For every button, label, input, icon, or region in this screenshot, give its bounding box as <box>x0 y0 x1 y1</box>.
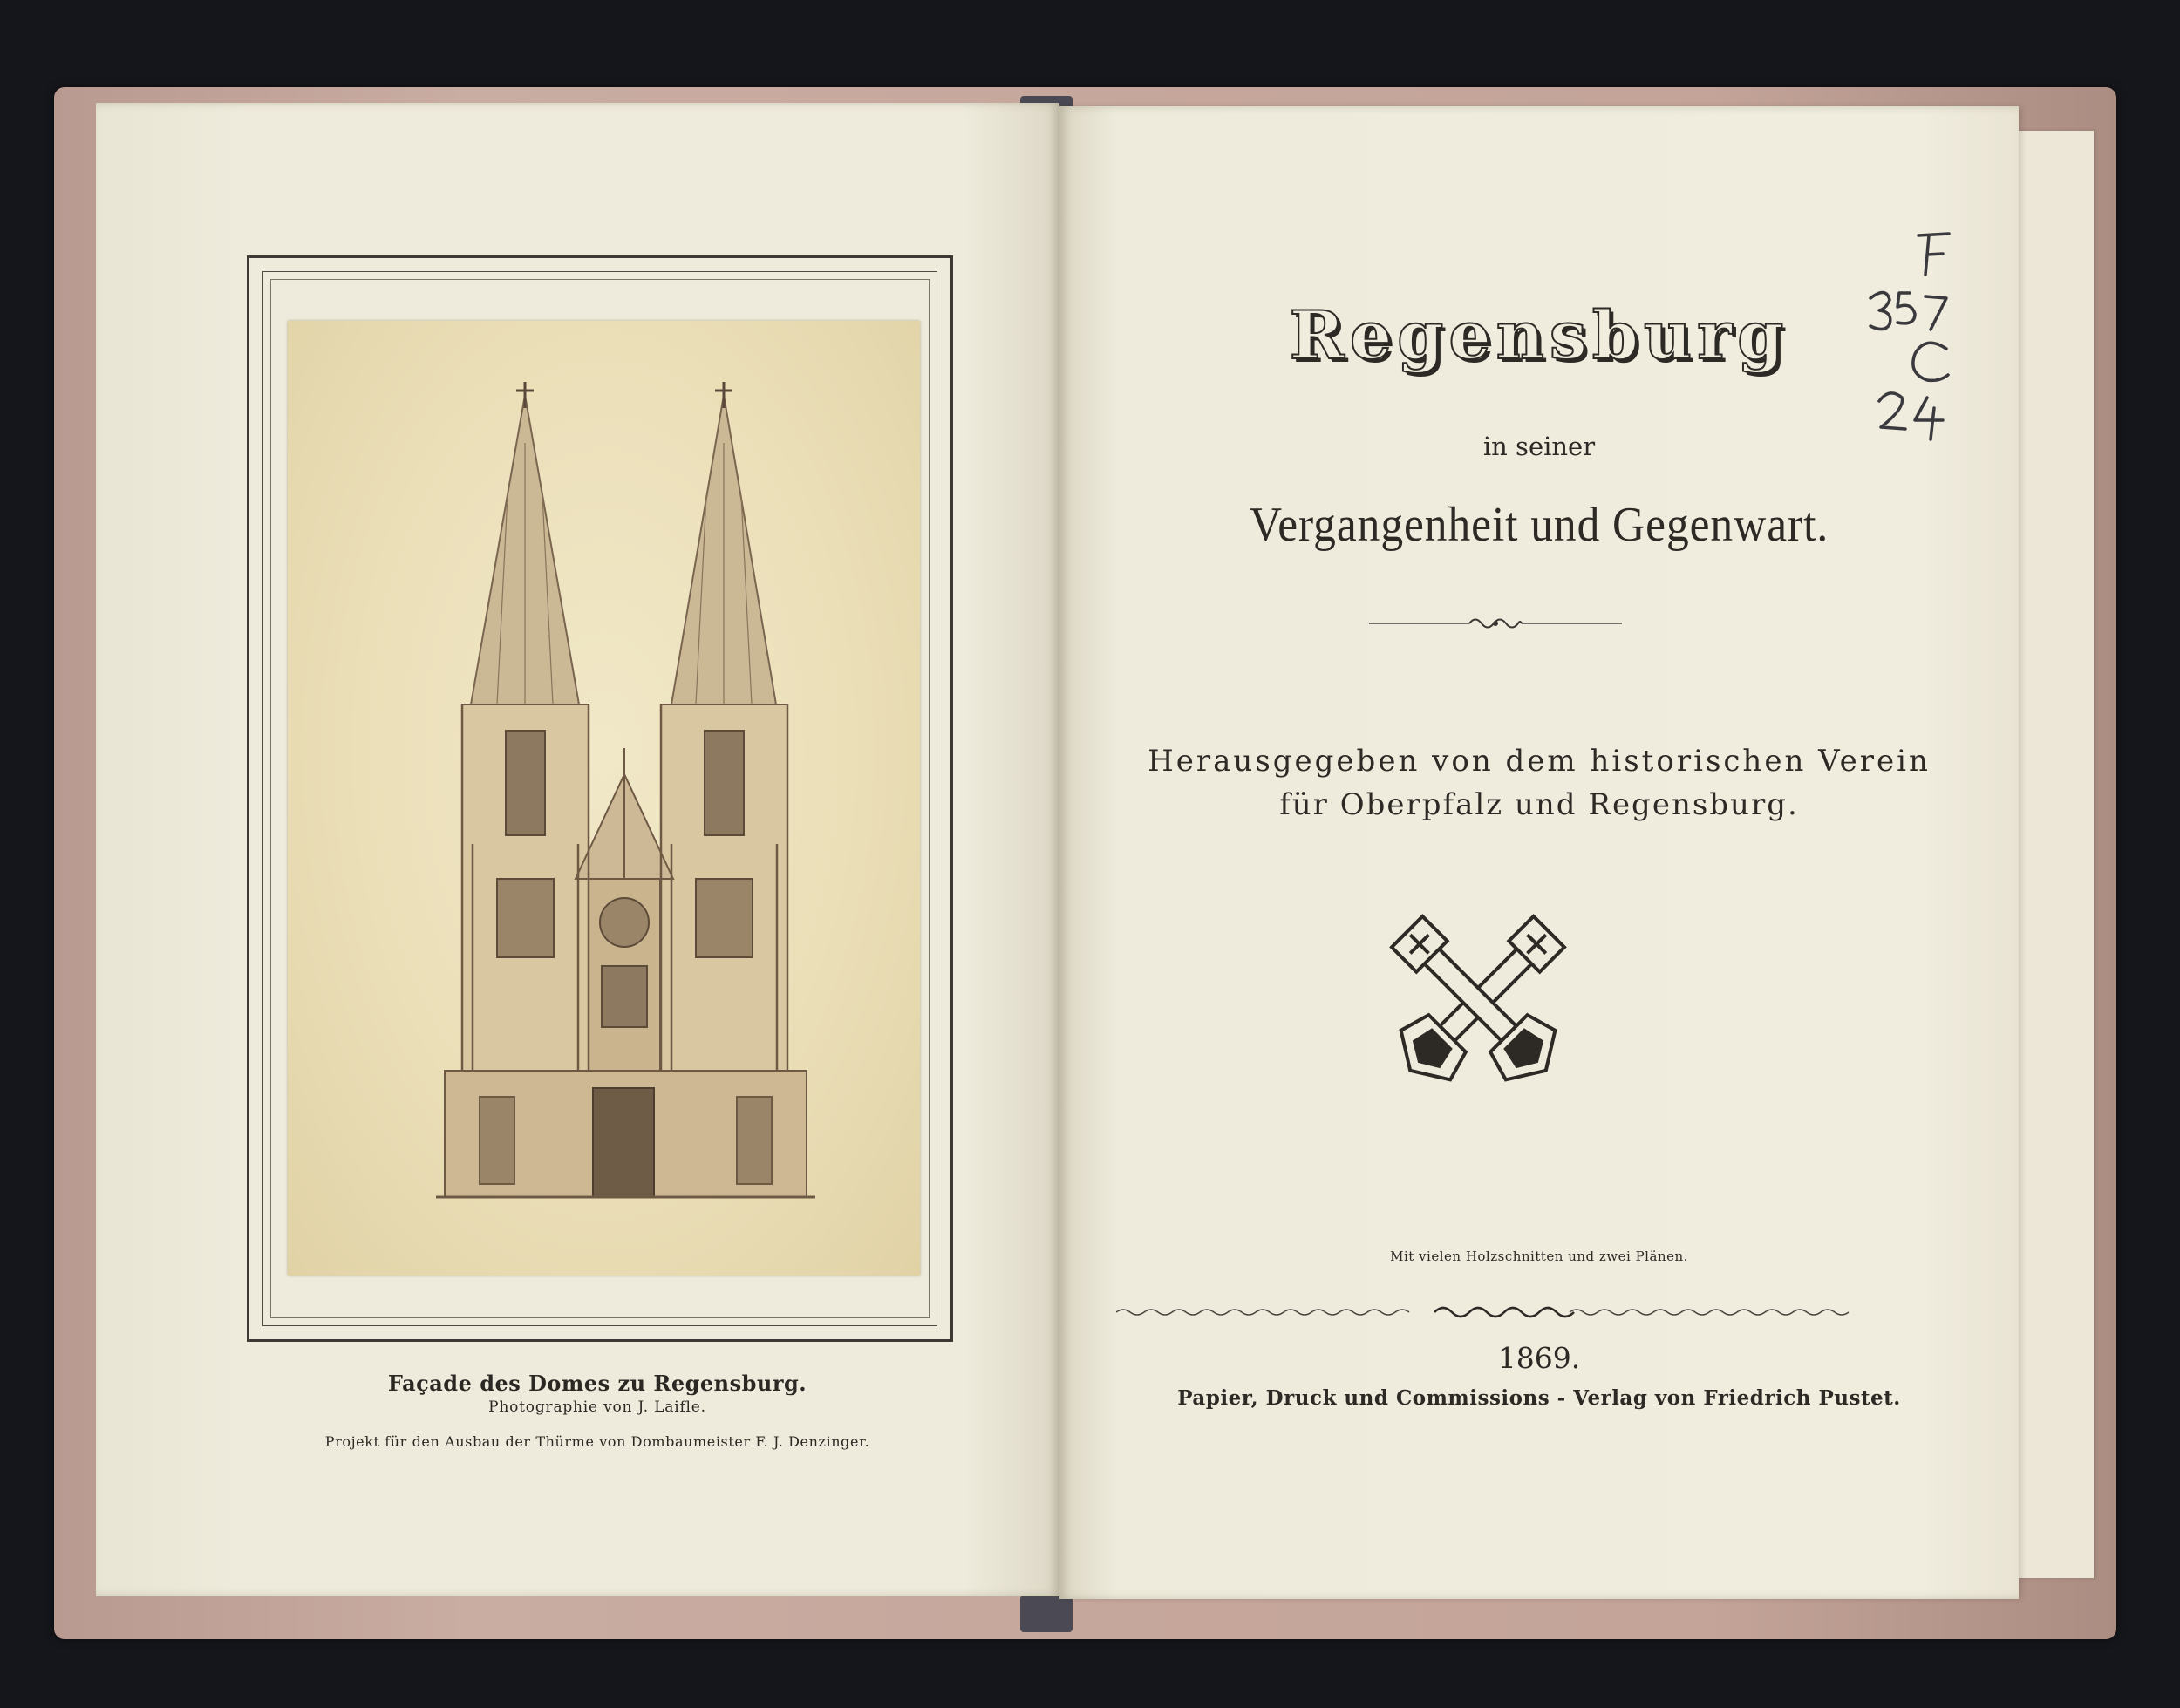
cathedral-facade-illustration <box>288 321 920 1276</box>
woodcuts-note: Mit vielen Holzschnitten und zwei Plänen. <box>1390 1249 1688 1264</box>
subtitle-large: Vergangenheit und Gegenwart. <box>1249 498 1829 552</box>
book-title: Regensburg <box>1289 296 1789 374</box>
photo-credit: Photographie von J. Laifle. <box>488 1398 706 1416</box>
spine-bottom <box>1020 1596 1073 1632</box>
publication-year: 1869. <box>1497 1341 1581 1375</box>
imprint-divider-ornament <box>1116 1299 1866 1325</box>
publisher-imprint: Papier, Druck und Commissions - Verlag von Friedrich Pustet. <box>1177 1386 1901 1410</box>
photo-caption-title: Façade des Domes zu Regensburg. <box>387 1371 807 1396</box>
crossed-keys-emblem <box>1386 911 1570 1094</box>
project-credit: Projekt für den Ausbau der Thürme von Dombaumeister F. J. Denzinger. <box>324 1433 870 1450</box>
title-divider-ornament <box>1369 610 1622 636</box>
publisher-line-1: Herausgegeben von dem historischen Verein <box>1148 744 1931 779</box>
publisher-line-2: für Oberpfalz und Regensburg. <box>1279 787 1799 822</box>
handwritten-shelfmark <box>1866 227 1979 453</box>
cathedral-photograph <box>288 321 920 1276</box>
subtitle-small: in seiner <box>1482 432 1596 461</box>
